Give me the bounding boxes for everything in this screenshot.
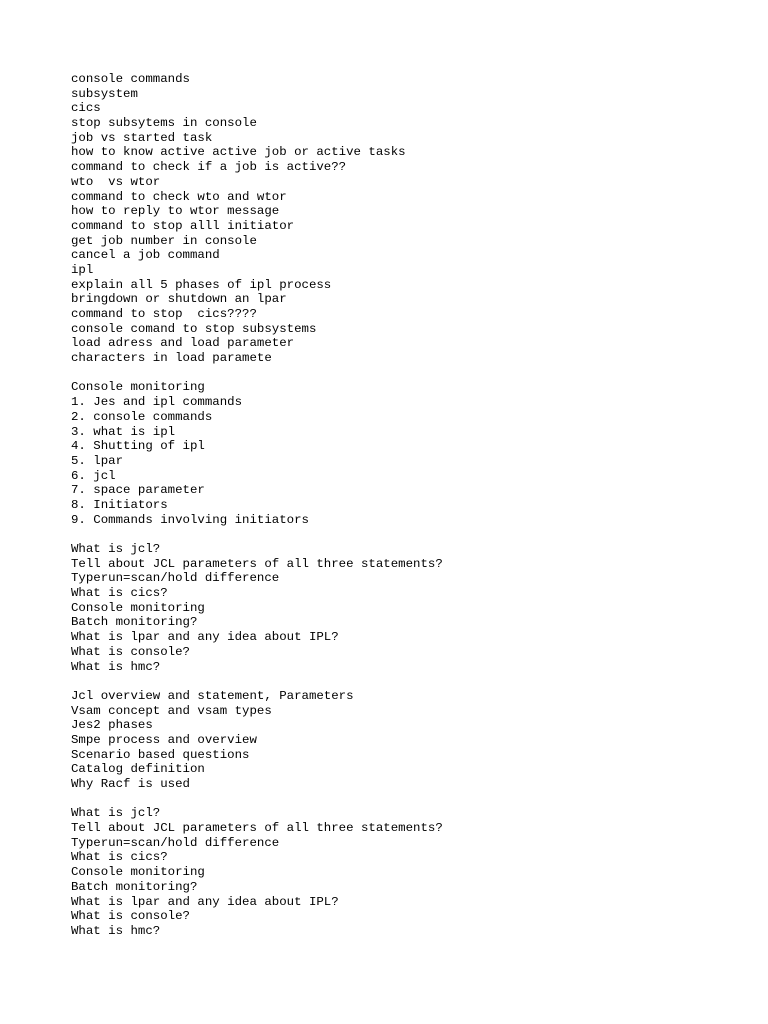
text-line: What is lpar and any idea about IPL?: [71, 894, 339, 909]
text-line: subsystem: [71, 86, 138, 101]
text-line: command to stop cics????: [71, 307, 257, 321]
text-line: characters in load paramete: [71, 351, 272, 366]
text-line: What is jcl?: [71, 542, 161, 556]
text-line: wto vs wtor: [71, 174, 161, 189]
text-line: get job number in console: [71, 233, 257, 248]
text-line: What is lpar and any idea about IPL?: [71, 630, 339, 645]
text-line: job vs started task: [71, 130, 213, 145]
text-line: Console monitoring: [71, 600, 205, 615]
list-item: 7. space parameter: [71, 483, 205, 498]
section-questions-1: [71, 542, 751, 674]
text-line: console commands: [71, 72, 190, 86]
list-item: 2. console commands: [71, 409, 213, 424]
text-line: cancel a job command: [71, 248, 220, 263]
text-line: What is hmc?: [71, 659, 161, 674]
text-line: explain all 5 phases of ipl process: [71, 277, 332, 292]
text-line: ipl: [71, 262, 94, 277]
text-line: how to reply to wtor message: [71, 204, 280, 219]
list-item: 4. Shutting of ipl: [71, 439, 205, 454]
text-line: Scenario based questions: [71, 747, 250, 762]
text-line: Tell about JCL parameters of all three statements?: [71, 821, 443, 836]
text-line: Console monitoring: [71, 380, 205, 395]
text-line: What is console?: [71, 644, 190, 659]
text-line: What is console?: [71, 909, 190, 924]
list-item: 5. lpar: [71, 453, 124, 468]
text-line: Jcl overview and statement, Parameters: [71, 688, 354, 703]
text-line: Typerun=scan/hold difference: [71, 571, 280, 586]
text-line: bringdown or shutdown an lpar: [71, 292, 287, 307]
text-line: command to stop alll initiator: [71, 218, 295, 233]
text-line: command to check if a job is active??: [71, 160, 347, 175]
text-line: load adress and load parameter: [71, 336, 295, 351]
text-line: Why Racf is used: [71, 777, 190, 791]
text-line: Batch monitoring?: [71, 879, 198, 894]
list-item: 9. Commands involving initiators: [71, 512, 309, 527]
list-item: 1. Jes and ipl commands: [71, 395, 243, 410]
section-topics: [71, 689, 751, 792]
list-item: 3. what is ipl: [71, 424, 176, 439]
text-line: Batch monitoring?: [71, 615, 198, 630]
section-questions-2: [71, 806, 751, 938]
text-line: What is hmc?: [71, 923, 161, 938]
list-item: 8. Initiators: [71, 497, 168, 512]
text-line: console comand to stop subsystems: [71, 321, 317, 336]
document-page: [71, 72, 751, 953]
text-line: Tell about JCL parameters of all three statements?: [71, 556, 443, 571]
section-console-monitoring-list: [71, 380, 751, 527]
text-line: Catalog definition: [71, 762, 205, 777]
text-line: Typerun=scan/hold difference: [71, 835, 280, 850]
text-line: What is cics?: [71, 850, 168, 865]
text-line: Smpe process and overview: [71, 732, 257, 747]
section-console-commands: [71, 72, 751, 366]
text-line: Jes2 phases: [71, 718, 153, 733]
text-line: cics: [71, 101, 101, 116]
text-line: What is jcl?: [71, 806, 161, 821]
text-line: command to check wto and wtor: [71, 189, 287, 204]
text-line: how to know active active job or active tasks: [71, 145, 406, 160]
text-line: What is cics?: [71, 586, 168, 601]
text-line: Console monitoring: [71, 865, 205, 880]
text-line: stop subsytems in console: [71, 116, 257, 131]
text-line: Vsam concept and vsam types: [71, 703, 272, 718]
list-item: 6. jcl: [71, 468, 116, 483]
